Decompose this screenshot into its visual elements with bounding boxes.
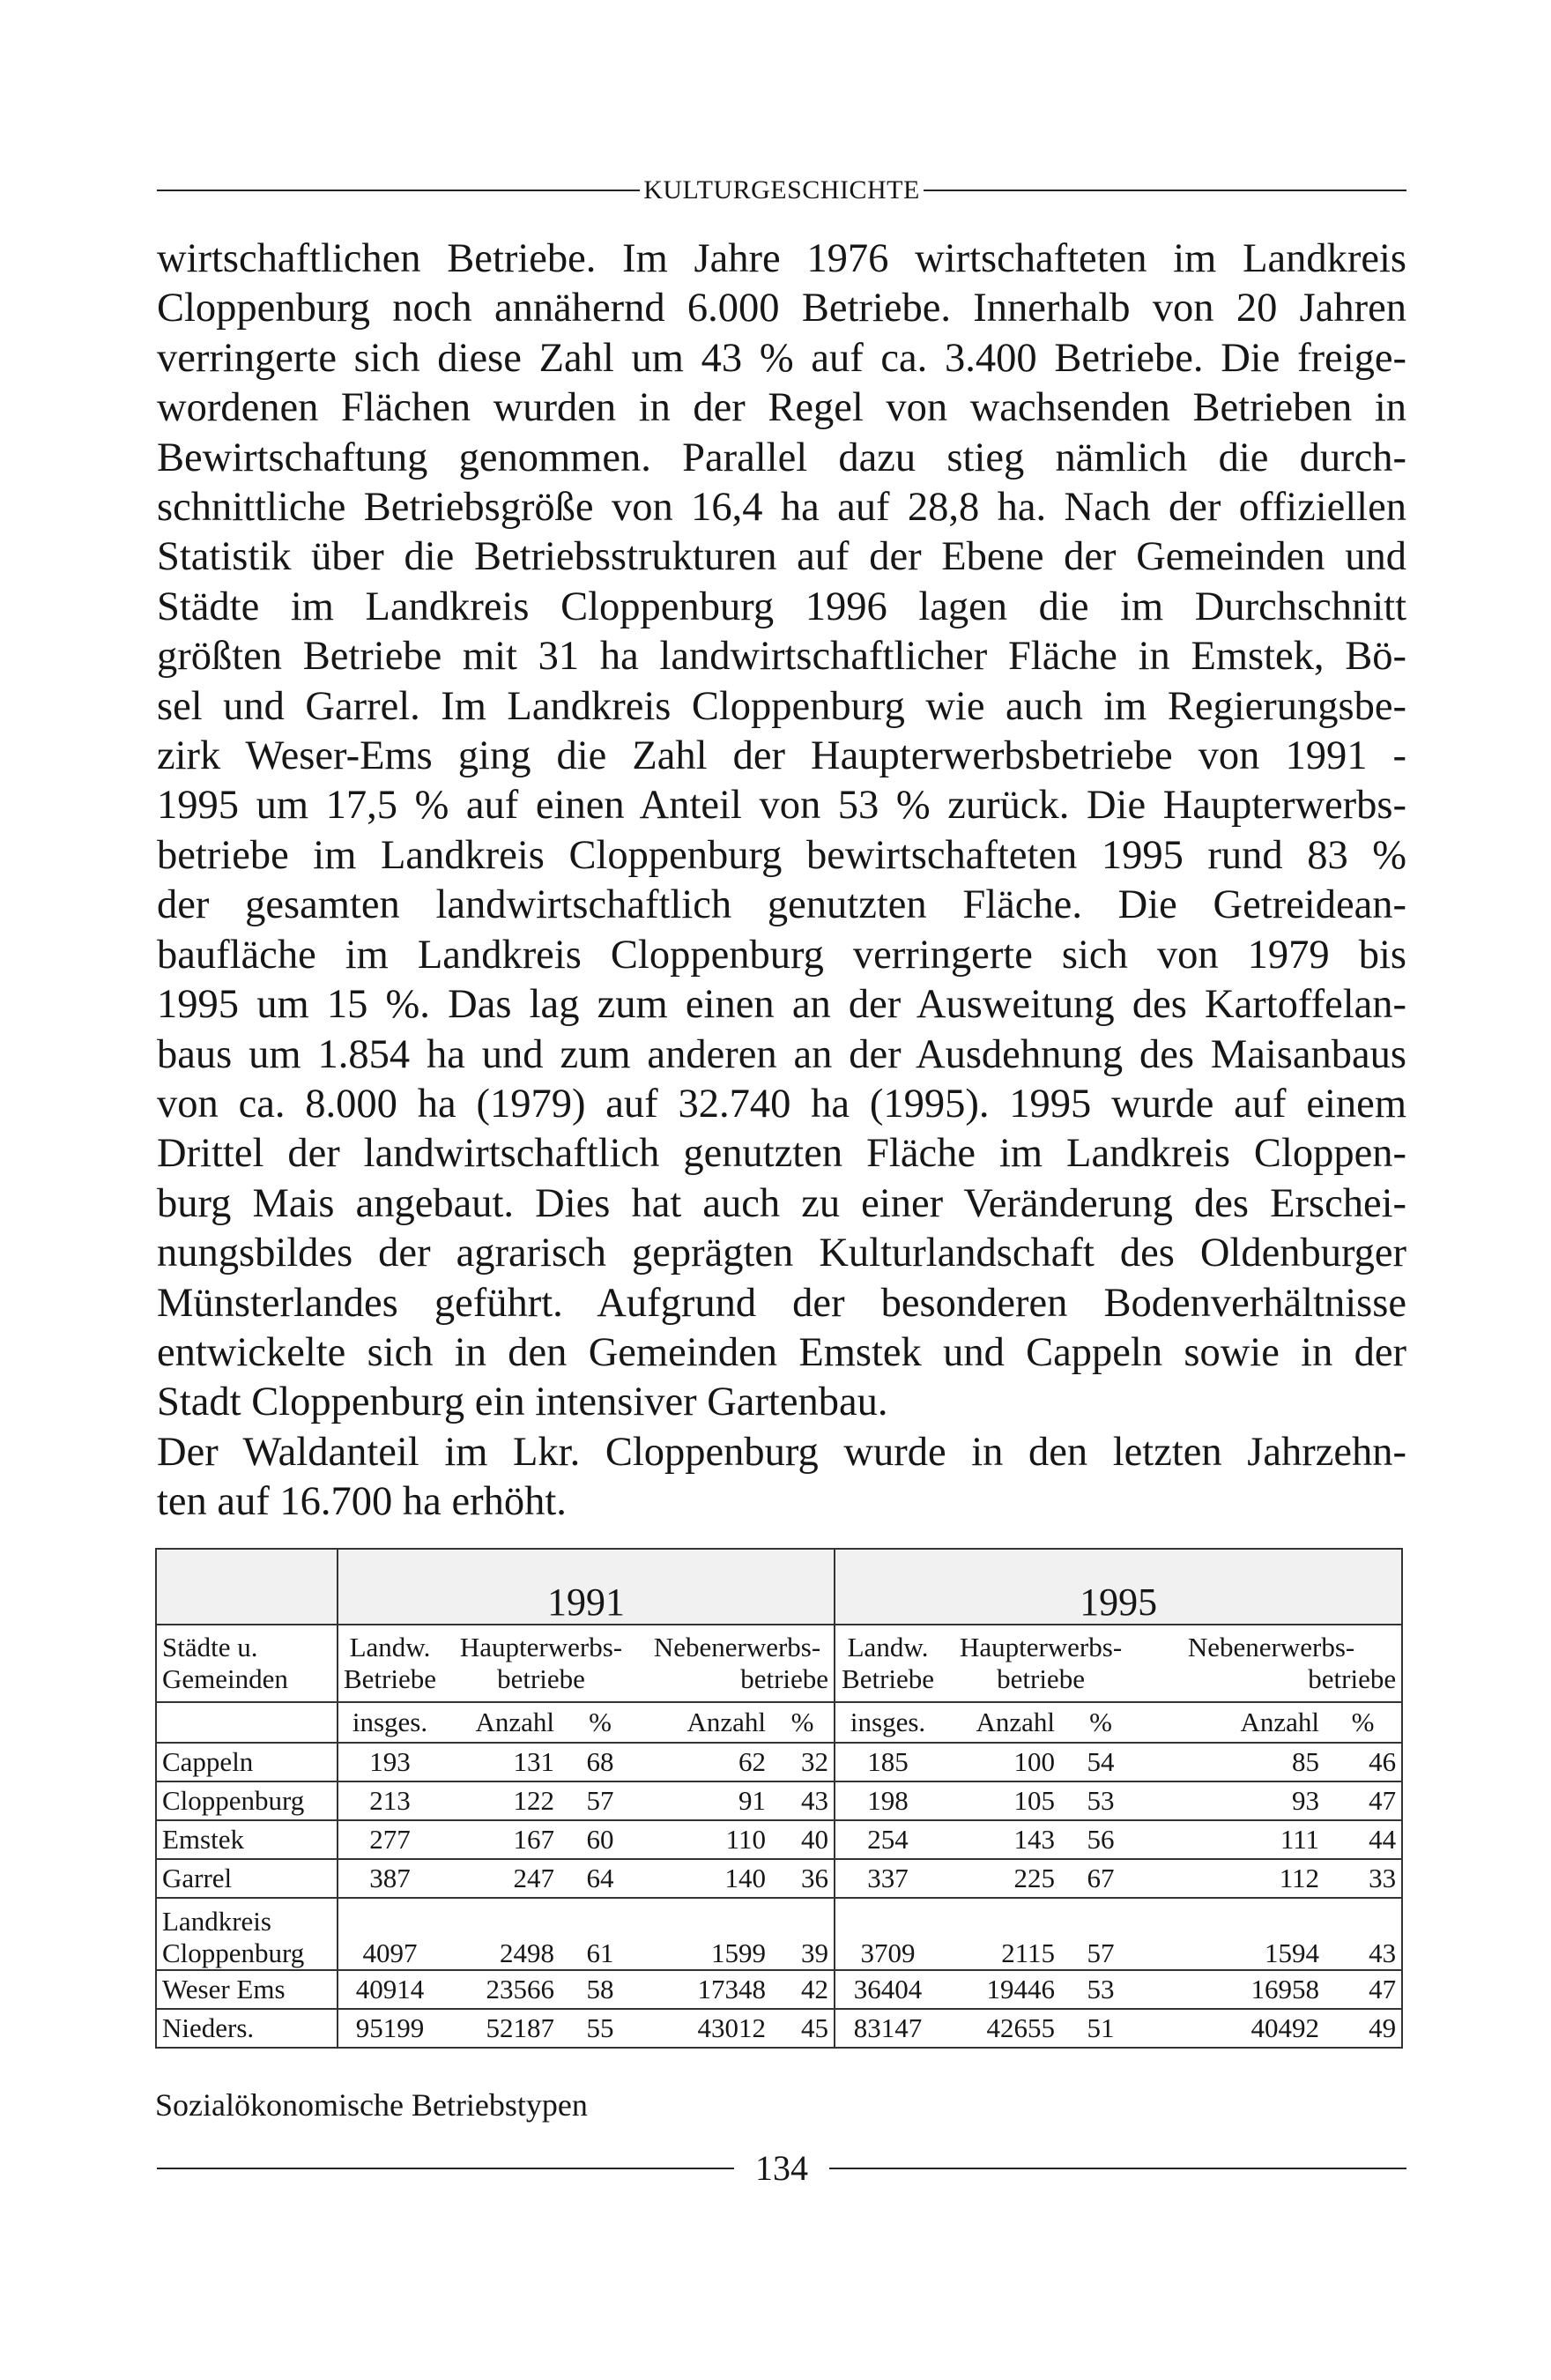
body-line: Münsterlandes geführt. Aufgrund der besonderen Bodenverhältnisse (157, 1280, 1406, 1326)
table-cell: 40492 (1141, 2009, 1325, 2048)
table-cell: 140 (641, 1859, 771, 1898)
table-cell: 193 (338, 1743, 442, 1781)
body-line: baufläche im Landkreis Cloppenburg verringerte sich von 1979 bis (157, 932, 1406, 978)
header-rule-left (157, 190, 640, 191)
table-cell: 337 (835, 1859, 940, 1898)
row-label: Cloppenburg (162, 1937, 305, 1968)
running-header (157, 173, 1406, 208)
unit-pct-neben-1995: % (1325, 1702, 1402, 1743)
table-cell: 16958 (1141, 1970, 1325, 2009)
table-cell: 42 (771, 1970, 835, 2009)
col-header-text: Nebenerwerbs- (1187, 1632, 1355, 1662)
col-header-text: Haupterwerbs- (459, 1632, 623, 1662)
unit-anzahl-haupt-1991: Anzahl (442, 1702, 560, 1743)
body-line: wirtschaftlichen Betriebe. Im Jahre 1976 wirtschafteten im Landkreis (157, 236, 1406, 281)
col-header-text: Haupterwerbs- (959, 1632, 1123, 1662)
col-header-landw-1991 (338, 1625, 442, 1702)
body-line: zirk Weser-Ems ging die Zahl der Haupterwerbsbetriebe von 1991 - (157, 733, 1406, 779)
table-cell: 46 (1325, 1743, 1402, 1781)
table-cell: 33 (1325, 1859, 1402, 1898)
table-cell: 43 (771, 1781, 835, 1820)
table-cell: 32 (771, 1743, 835, 1781)
body-text (157, 234, 1406, 1528)
table-row (156, 1898, 1402, 1970)
table-cell: 42655 (940, 2009, 1060, 2048)
body-line: baus um 1.854 ha und zum anderen an der Ausdehnung des Maisanbaus (157, 1031, 1406, 1077)
table-cell: 112 (1141, 1859, 1325, 1898)
table-cell: 54 (1060, 1743, 1141, 1781)
table-cell: 83147 (835, 2009, 940, 2048)
col-header-text: betriebe (497, 1663, 585, 1694)
table-cell: 213 (338, 1781, 442, 1820)
unit-insges-1995: insges. (835, 1702, 940, 1743)
table-cell: 131 (442, 1743, 560, 1781)
row-header-line1: Städte u. (162, 1632, 258, 1662)
table-cell: 43 (1325, 1898, 1402, 1970)
table-cell: 57 (1060, 1898, 1141, 1970)
table-cell: 110 (641, 1820, 771, 1859)
table-cell: 95199 (338, 2009, 442, 2048)
table-cell: 93 (1141, 1781, 1325, 1820)
table-cell: 254 (835, 1820, 940, 1859)
col-header-haupt-1995 (940, 1625, 1141, 1702)
row-label-cell (156, 1970, 338, 2009)
table-cell: 105 (940, 1781, 1060, 1820)
body-line: Städte im Landkreis Cloppenburg 1996 lagen die im Durchschnitt (157, 584, 1406, 629)
body-line: sel und Garrel. Im Landkreis Cloppenburg wie auch im Regierungsbe- (157, 683, 1406, 729)
footer-rule-left (157, 2168, 734, 2169)
col-header-text: Landw. (349, 1632, 431, 1662)
table-cell: 91 (641, 1781, 771, 1820)
col-header-text: betriebe (1308, 1663, 1397, 1694)
col-header-haupt-1991 (442, 1625, 641, 1702)
row-header-line2: Gemeinden (162, 1663, 288, 1694)
table-cell: 60 (560, 1820, 641, 1859)
table-cell: 47 (1325, 1970, 1402, 2009)
table-body (156, 1743, 1402, 2048)
table-cell: 1594 (1141, 1898, 1325, 1970)
row-label-cell (156, 1859, 338, 1898)
units-blank-cell (156, 1702, 338, 1743)
body-line: 1995 um 17,5 % auf einen Anteil von 53 % zurück. Die Haupterwerbs- (157, 783, 1406, 829)
table-cell: 62 (641, 1743, 771, 1781)
table-cell: 36404 (835, 1970, 940, 2009)
table-cell: 17348 (641, 1970, 771, 2009)
col-header-text: Landw. (847, 1632, 929, 1662)
row-label-cell (156, 1820, 338, 1859)
unit-pct-neben-1991: % (771, 1702, 835, 1743)
col-header-text: Betriebe (842, 1663, 935, 1694)
table-cell: 49 (1325, 2009, 1402, 2048)
table-cell: 85 (1141, 1743, 1325, 1781)
col-header-neben-1991 (641, 1625, 835, 1702)
table-row (156, 1859, 1402, 1898)
page-footer (157, 2146, 1406, 2191)
table-cell: 39 (771, 1898, 835, 1970)
table-cell: 51 (1060, 2009, 1141, 2048)
table-cell: 2498 (442, 1898, 560, 1970)
unit-anzahl-haupt-1995: Anzahl (940, 1702, 1060, 1743)
row-label: Emstek (162, 1824, 244, 1855)
col-header-landw-1995 (835, 1625, 940, 1702)
table-cell: 36 (771, 1859, 835, 1898)
table-row (156, 1743, 1402, 1781)
unit-anzahl-neben-1991: Anzahl (641, 1702, 771, 1743)
table-cell: 64 (560, 1859, 641, 1898)
table-cell: 100 (940, 1743, 1060, 1781)
table-corner-cell (156, 1549, 338, 1625)
body-paragraph (157, 234, 1406, 1528)
col-header-neben-1995 (1141, 1625, 1402, 1702)
body-line: entwickelte sich in den Gemeinden Emstek und Cappeln sowie in der (157, 1329, 1406, 1375)
body-line: Cloppenburg noch annähernd 6.000 Betriebe. Innerhalb von 20 Jahren (157, 286, 1406, 331)
table-cell: 57 (560, 1781, 641, 1820)
header-rule-right (924, 190, 1406, 191)
farm-types-table (155, 1548, 1403, 2049)
unit-pct-haupt-1991: % (560, 1702, 641, 1743)
table-cell: 143 (940, 1820, 1060, 1859)
table-cell: 52187 (442, 2009, 560, 2048)
table-cell: 55 (560, 2009, 641, 2048)
body-line: schnittliche Betriebsgröße von 16,4 ha auf 28,8 ha. Nach der offiziellen (157, 485, 1406, 531)
unit-insges-1991: insges. (338, 1702, 442, 1743)
table-cell: 225 (940, 1859, 1060, 1898)
table-row (156, 1781, 1402, 1820)
table-cell: 277 (338, 1820, 442, 1859)
col-header-text: betriebe (740, 1663, 829, 1694)
table-row (156, 2009, 1402, 2048)
body-line: Statistik über die Betriebsstrukturen auf der Ebene der Gemeinden und (157, 534, 1406, 580)
table-cell: 43012 (641, 2009, 771, 2048)
body-line: wordenen Flächen wurden in der Regel von wachsenden Betrieben in (157, 385, 1406, 431)
row-label-cell (156, 1743, 338, 1781)
col-header-text: betriebe (997, 1663, 1085, 1694)
row-label: Cloppenburg (162, 1785, 305, 1816)
page-number: 134 (755, 2148, 808, 2188)
table-cell: 68 (560, 1743, 641, 1781)
table-cell: 45 (771, 2009, 835, 2048)
body-line: Bewirtschaftung genommen. Parallel dazu stieg nämlich die durch- (157, 435, 1406, 480)
table-cell: 44 (1325, 1820, 1402, 1859)
body-line: burg Mais angebaut. Dies hat auch zu einer Veränderung des Erschei- (157, 1180, 1406, 1226)
table-cell: 61 (560, 1898, 641, 1970)
table-cell: 53 (1060, 1970, 1141, 2009)
table-cell: 1599 (641, 1898, 771, 1970)
body-line: Der Waldanteil im Lkr. Cloppenburg wurde in den letzten Jahrzehn- (157, 1429, 1406, 1475)
unit-pct-haupt-1995: % (1060, 1702, 1141, 1743)
body-line: nungsbildes der agrarisch geprägten Kulturlandschaft des Oldenburger (157, 1231, 1406, 1276)
row-label-cell (156, 1781, 338, 1820)
row-label-cell (156, 2009, 338, 2048)
row-label: Garrel (162, 1863, 233, 1893)
row-label: Weser Ems (162, 1974, 286, 2004)
footer-rule-right (829, 2168, 1406, 2169)
table-cell: 122 (442, 1781, 560, 1820)
table-cell: 56 (1060, 1820, 1141, 1859)
row-label: Nieders. (162, 2012, 255, 2043)
body-line: verringerte sich diese Zahl um 43 % auf ca. 3.400 Betriebe. Die freige- (157, 335, 1406, 381)
table-row (156, 1970, 1402, 2009)
table-cell: 167 (442, 1820, 560, 1859)
table-cell: 40 (771, 1820, 835, 1859)
col-header-text: Betriebe (344, 1663, 437, 1694)
body-line: größten Betriebe mit 31 ha landwirtschaftlicher Fläche in Emstek, Bö- (157, 634, 1406, 680)
table-cell: 111 (1141, 1820, 1325, 1859)
body-line: betriebe im Landkreis Cloppenburg bewirtschafteten 1995 rund 83 % (157, 832, 1406, 878)
running-header-title: KULTURGESCHICHTE (643, 175, 920, 205)
table-cell: 47 (1325, 1781, 1402, 1820)
col-header-text: Nebenerwerbs- (653, 1632, 821, 1662)
row-label: Cappeln (162, 1746, 254, 1777)
body-line: Drittel der landwirtschaftlich genutzten Fläche im Landkreis Cloppen- (157, 1131, 1406, 1177)
body-line: ten auf 16.700 ha erhöht. (157, 1479, 567, 1525)
table-cell: 387 (338, 1859, 442, 1898)
table-cell: 67 (1060, 1859, 1141, 1898)
table-cell: 3709 (835, 1898, 940, 1970)
table-caption: Sozialökonomische Betriebstypen (155, 2087, 588, 2123)
body-line: der gesamten landwirtschaftlich genutzten Fläche. Die Getreidean- (157, 882, 1406, 928)
table-cell: 247 (442, 1859, 560, 1898)
body-line: 1995 um 15 %. Das lag zum einen an der Ausweitung des Kartoffelan- (157, 982, 1406, 1028)
table-cell: 185 (835, 1743, 940, 1781)
row-label-cell (156, 1898, 338, 1970)
year-header-1995: 1995 (835, 1549, 1402, 1625)
table-cell: 58 (560, 1970, 641, 2009)
table-cell: 23566 (442, 1970, 560, 2009)
row-label: Landkreis (162, 1906, 271, 1937)
row-header-cell (156, 1625, 338, 1702)
table-cell: 40914 (338, 1970, 442, 2009)
body-line: von ca. 8.000 ha (1979) auf 32.740 ha (1995). 1995 wurde auf einem (157, 1081, 1406, 1127)
table-cell: 4097 (338, 1898, 442, 1970)
table-cell: 198 (835, 1781, 940, 1820)
table-cell: 19446 (940, 1970, 1060, 2009)
table-cell: 2115 (940, 1898, 1060, 1970)
body-line: Stadt Cloppenburg ein intensiver Gartenbau. (157, 1380, 888, 1425)
table-row (156, 1820, 1402, 1859)
year-header-1991: 1991 (338, 1549, 835, 1625)
unit-anzahl-neben-1995: Anzahl (1141, 1702, 1325, 1743)
table-cell: 53 (1060, 1781, 1141, 1820)
